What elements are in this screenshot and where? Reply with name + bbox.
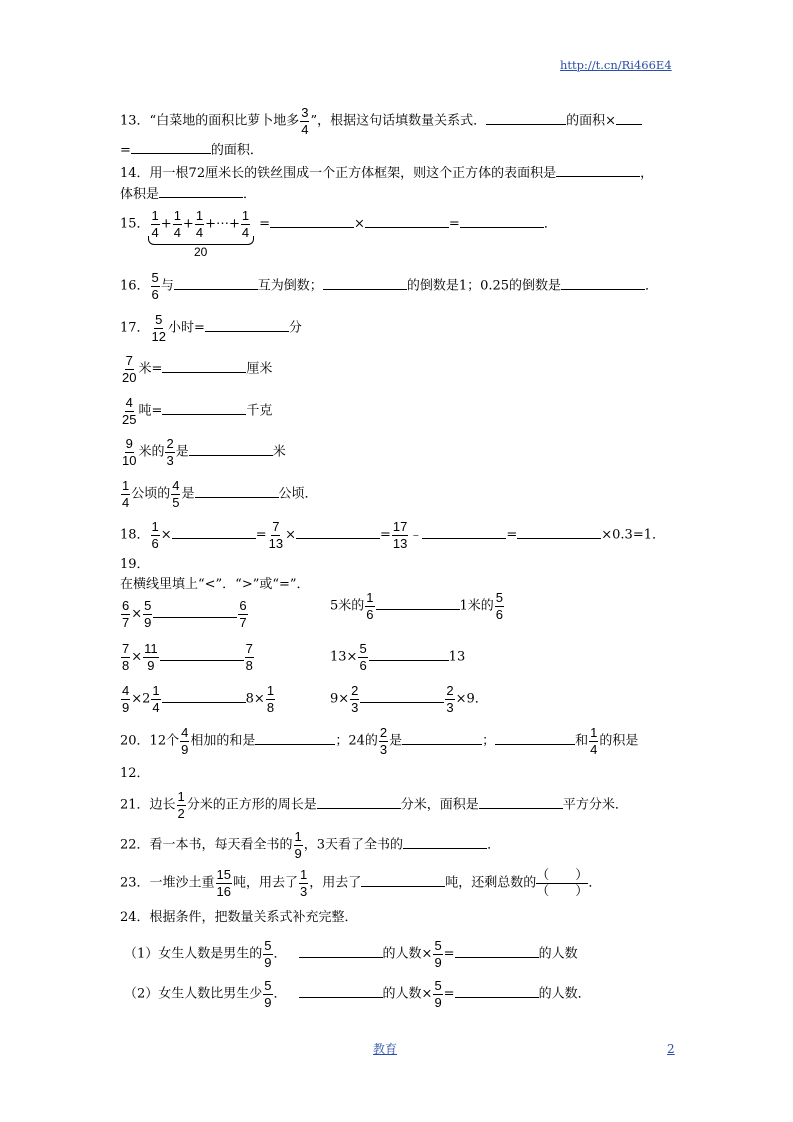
q19-row2-left	[120, 642, 255, 672]
question-24: 24．根据条件，把数量关系式补充完整．	[120, 910, 358, 925]
answer-blank[interactable]	[517, 526, 601, 539]
fraction: $\frac{6}{7}$	[239, 598, 247, 630]
q19-text: 8×	[245, 691, 265, 707]
underbrace	[148, 236, 254, 245]
fraction: $\frac{1}{4}$	[122, 478, 130, 510]
q16-t3: 的倒数是1；0.25的倒数是	[406, 278, 562, 294]
dots: +⋯+	[205, 216, 240, 232]
fraction: $\frac{6}{7}$	[122, 598, 130, 630]
question-19-instruction: 在横线里填上“<”．“>”或“=”．	[120, 577, 310, 592]
q17-e2: 是	[181, 486, 195, 502]
answer-blank[interactable]	[299, 985, 383, 998]
fraction: $\frac{1}{3}$	[300, 867, 308, 899]
q14-end: ．	[243, 187, 257, 202]
answer-blank[interactable]	[162, 402, 246, 415]
question-19-num: 19．	[120, 557, 150, 572]
q14-text: 14．用一根72厘米长的铁丝围成一个正方体框架，则这个正方体的表面积是	[120, 166, 557, 181]
fraction: $\frac{7}{8}$	[122, 641, 130, 673]
answer-blank[interactable]	[360, 690, 444, 703]
q17-d2: 是	[175, 444, 189, 460]
q23-end: ．	[588, 875, 602, 891]
q23-t2: ，用去了	[309, 875, 362, 891]
fraction: $\frac{4}{9}$	[181, 725, 189, 757]
times: ×	[131, 606, 143, 622]
fraction: $\frac{1}{2}$	[177, 789, 185, 821]
q19-row1-right	[330, 591, 505, 621]
fraction: $\frac{1}{4}$	[152, 683, 160, 715]
answer-blank[interactable]	[153, 605, 237, 618]
question-24-2	[124, 979, 591, 1009]
q19-row2-right	[330, 642, 465, 672]
question-23	[120, 868, 601, 898]
fraction: $\frac{3}{4}$	[301, 105, 309, 137]
fraction: $\frac{5}{12}$	[151, 312, 167, 344]
answer-blank[interactable]	[495, 732, 575, 745]
q17-a1: 小时=	[168, 320, 205, 336]
q18-num: 18．	[120, 527, 150, 543]
fraction: $\frac{4}{5}$	[172, 478, 180, 510]
fraction: $\frac{4}{25}$	[122, 395, 137, 427]
question-16	[120, 271, 658, 301]
fraction: $\frac{1}{8}$	[266, 683, 275, 715]
q24-dot: ．	[273, 986, 287, 1002]
answer-blank[interactable]	[365, 215, 449, 228]
question-17e	[120, 479, 318, 509]
fraction: $\frac{5}{9}$	[434, 978, 442, 1010]
q20-t3: 是	[389, 733, 403, 749]
q14-comma: ，	[640, 166, 654, 181]
answer-blank[interactable]	[160, 648, 244, 661]
times: ×	[160, 527, 172, 543]
q22-t1: ，3天看了全书的	[303, 837, 404, 853]
q24-a: （1）女生人数是男生的	[124, 946, 263, 962]
question-15	[120, 209, 557, 239]
fraction: $\frac{9}{10}$	[122, 436, 137, 468]
fraction: $\frac{17}{13}$	[392, 519, 408, 551]
eq: =	[379, 527, 391, 543]
fraction: $\frac{1}{6}$	[151, 519, 159, 551]
q17-b2: 厘米	[246, 361, 273, 377]
q23-num: 23．一堆沙土重	[120, 875, 215, 891]
answer-blank[interactable]	[616, 112, 642, 125]
fraction: $\frac{1}{6}$	[366, 590, 374, 622]
fraction: $\frac{1}{9}$	[294, 829, 302, 861]
header-url[interactable]: http://t.cn/Ri466E4	[560, 58, 672, 72]
question-13	[120, 106, 642, 136]
answer-blank[interactable]	[195, 485, 279, 498]
question-17b	[120, 354, 272, 384]
q19-text: 13	[448, 649, 466, 665]
fraction: $\frac{1}{4}$	[241, 208, 250, 240]
q17-num: 17．	[120, 320, 150, 336]
answer-blank[interactable]	[323, 277, 407, 290]
answer-blank[interactable]	[131, 141, 211, 154]
q20-t5: 的积是	[599, 733, 639, 749]
fraction: $\frac{1}{4}$	[195, 208, 204, 240]
answer-blank[interactable]	[159, 185, 243, 198]
question-22	[120, 830, 500, 860]
q19-text: 1米的	[459, 598, 494, 614]
q17-d1: 米的	[138, 444, 165, 460]
answer-blank[interactable]	[561, 277, 645, 290]
q19-text: ×9．	[455, 691, 488, 707]
question-17c	[120, 396, 272, 426]
q24-t2b: 的人数．	[538, 986, 591, 1002]
footer-link[interactable]: 教育	[373, 1042, 398, 1056]
fraction: $\frac{15}{16}$	[216, 867, 232, 899]
fraction: $\frac{7}{13}$	[268, 519, 284, 551]
question-14-line2	[120, 185, 256, 201]
page-number: 2	[667, 1042, 675, 1056]
q13-t2: 的面积．	[210, 143, 263, 158]
answer-blank[interactable]	[296, 526, 380, 539]
answer-blank[interactable]	[205, 319, 289, 332]
answer-blank[interactable]	[189, 443, 273, 456]
q19-row1-left	[120, 599, 249, 629]
q23-t1: 吨，用去了	[233, 875, 299, 891]
q24-t1: 的人数×	[382, 946, 433, 962]
answer-blank[interactable]	[455, 945, 539, 958]
q19-row3-right	[330, 684, 488, 714]
question-20	[120, 726, 638, 756]
q20-semi: ；	[482, 733, 496, 749]
fraction: $\frac{1}{4}$	[590, 725, 598, 757]
question-21	[120, 790, 628, 820]
question-17d	[120, 437, 286, 467]
answer-blank[interactable]	[299, 945, 383, 958]
question-20-line2: 12．	[120, 766, 150, 781]
q19-text: 5米的	[330, 598, 365, 614]
answer-blank[interactable]	[422, 526, 506, 539]
answer-blank[interactable]	[162, 690, 246, 703]
times: ×	[285, 527, 296, 543]
times: ×	[131, 649, 143, 665]
fraction: $\frac{2}{3}$	[351, 683, 359, 715]
q15-count: 20	[194, 245, 208, 259]
q17-c2: 千克	[246, 403, 273, 419]
answer-blank[interactable]	[556, 164, 640, 177]
q17-e1: 公顷的	[131, 486, 171, 502]
answer-blank[interactable]	[172, 526, 256, 539]
q22-num: 22．看一本书，每天看全书的	[120, 837, 293, 853]
answer-blank[interactable]	[174, 277, 258, 290]
fraction: $\frac{5}{9}$	[434, 938, 442, 970]
q17-a2: 分	[288, 320, 302, 336]
q22-end: ．	[487, 837, 501, 853]
q24-dot: ．	[273, 946, 287, 962]
question-18	[120, 520, 665, 550]
answer-blank[interactable]	[376, 597, 460, 610]
minus: ﹣	[409, 527, 423, 543]
answer-blank[interactable]	[455, 985, 539, 998]
q19-text: 9×	[330, 691, 350, 707]
fraction: $\frac{5}{9}$	[144, 598, 152, 630]
q16-t2: 互为倒数；	[257, 278, 323, 294]
q15-eq: =	[259, 216, 270, 232]
eq: =	[506, 527, 518, 543]
plus: +	[160, 216, 172, 232]
q20-t2: ；24的	[335, 733, 378, 749]
answer-blank[interactable]	[460, 215, 544, 228]
answer-blank[interactable]	[479, 796, 563, 809]
q14-text2: 体积是	[120, 187, 160, 202]
answer-blank[interactable]	[486, 112, 566, 125]
fraction: $\frac{1}{4}$	[151, 208, 159, 240]
fraction: $\frac{5}{9}$	[264, 978, 272, 1010]
fraction: $\frac{2}{3}$	[166, 436, 174, 468]
fraction: $\frac{5}{9}$	[264, 938, 272, 970]
q24-eq: =	[443, 946, 455, 962]
fraction: $\frac{4}{9}$	[122, 683, 130, 715]
question-14	[120, 164, 653, 180]
q21-num: 21．边长	[120, 797, 176, 813]
answer-blank[interactable]	[403, 836, 487, 849]
q24-b: （2）女生人数比男生少	[124, 986, 263, 1002]
answer-blank[interactable]	[255, 732, 335, 745]
q18-end: ×0.3=1．	[601, 527, 665, 543]
q19-text: ×2	[131, 691, 151, 707]
q13-t1: 的面积×	[566, 113, 616, 129]
question-24-1	[124, 939, 578, 969]
q20-t4: 和	[575, 733, 589, 749]
q17-c1: 吨=	[138, 403, 163, 419]
fraction-blank[interactable]: （ ） （ ）	[536, 867, 589, 898]
q21-t2: 分米，面积是	[400, 797, 479, 813]
q23-t3: 吨，还剩总数的	[445, 875, 537, 891]
q24-eq: =	[443, 986, 455, 1002]
q20-num: 20．12个	[120, 733, 180, 749]
plus: +	[182, 216, 194, 232]
q17-e3: 公顷．	[278, 486, 318, 502]
q15-eq2: =	[448, 216, 460, 232]
fraction: $\frac{5}{6}$	[151, 270, 159, 302]
q21-t1: 分米的正方形的周长是	[186, 797, 317, 813]
q20-t1: 相加的和是	[190, 733, 256, 749]
question-17a	[120, 313, 302, 343]
answer-blank[interactable]	[317, 796, 401, 809]
fraction: $\frac{11}{9}$	[144, 641, 158, 673]
answer-blank[interactable]	[361, 874, 445, 887]
answer-blank[interactable]	[402, 732, 482, 745]
fraction: $\frac{2}{3}$	[379, 725, 388, 757]
q24-t1: 的人数×	[382, 986, 433, 1002]
fraction: $\frac{2}{3}$	[446, 683, 454, 715]
fraction: $\frac{1}{4}$	[173, 208, 181, 240]
q15-times: ×	[354, 216, 365, 232]
answer-blank[interactable]	[270, 215, 354, 228]
q13-text: 13．“白菜地的面积比萝卜地多	[120, 113, 300, 129]
fraction: $\frac{5}{6}$	[495, 590, 504, 622]
answer-blank[interactable]	[369, 648, 449, 661]
fraction: $\frac{7}{8}$	[245, 641, 253, 673]
fraction: $\frac{5}{6}$	[359, 641, 367, 673]
question-13-line2	[120, 141, 263, 157]
q21-t3: 平方分米．	[562, 797, 628, 813]
fraction: $\frac{7}{20}$	[122, 353, 137, 385]
q16-num: 16．	[120, 278, 150, 294]
q17-d3: 米	[272, 444, 286, 460]
q19-row3-left	[120, 684, 276, 714]
q17-b1: 米=	[138, 361, 163, 377]
q16-t1: 与	[160, 278, 174, 294]
q15-num: 15．	[120, 216, 150, 232]
q13-eq: =	[120, 143, 131, 158]
q15-end: ．	[543, 216, 557, 232]
answer-blank[interactable]	[162, 360, 246, 373]
q13-text-b: ”，根据这句话填数量关系式．	[310, 113, 487, 129]
q19-text: 13×	[330, 649, 358, 665]
eq: =	[255, 527, 267, 543]
q16-end: ．	[645, 278, 659, 294]
q24-t2: 的人数	[538, 946, 578, 962]
